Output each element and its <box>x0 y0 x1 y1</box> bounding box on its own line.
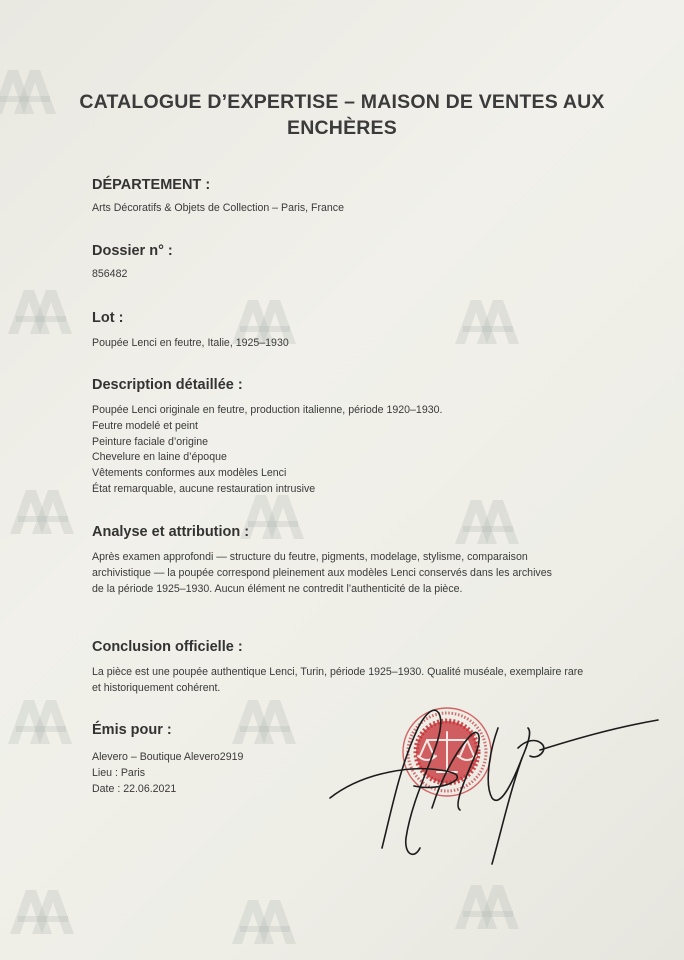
analysis-text: Après examen approfondi — structure du feutre, pigments, modelage, stylisme, comparaison archivistique — la poupée correspond pleinement aux modèles Lenci conservés dans les archives de la période 1925–1930. Aucun élément ne contredit l’authenticité de la pièce. <box>92 551 552 595</box>
issued-details <box>92 750 332 797</box>
description-line: État remarquable, aucune restauration intrusive <box>92 482 316 495</box>
aa-logo-watermark-icon <box>10 490 74 534</box>
dossier-section <box>92 242 562 283</box>
issued-recipient: Alevero – Boutique Alevero2919 <box>92 751 244 763</box>
aa-logo-watermark-icon <box>8 290 72 334</box>
conclusion-heading: Conclusion officielle : <box>92 639 243 655</box>
document-title: CATALOGUE D’EXPERTISE – MAISON DE VENTES AUX ENCHÈRES <box>79 91 605 139</box>
dossier-number: 856482 <box>92 268 128 280</box>
aa-logo-watermark-icon <box>232 900 296 944</box>
department-value: Arts Décoratifs & Objets de Collection – Paris, France <box>92 202 344 214</box>
lot-value: Poupée Lenci en feutre, Italie, 1925–1930 <box>92 337 289 349</box>
description-heading: Description détaillée : <box>92 377 243 393</box>
description-line: Feutre modelé et peint <box>92 419 198 432</box>
analysis-heading: Analyse et attribution : <box>92 524 250 540</box>
seal-and-signature <box>322 688 662 878</box>
department-heading: DÉPARTEMENT : <box>92 177 211 193</box>
analysis-section <box>92 523 554 597</box>
conclusion-text: La pièce est une poupée authentique Lenci, Turin, période 1925–1930. Qualité muséale, exemplaire rare et historiquement cohérent. <box>92 666 584 694</box>
aa-logo-watermark-icon <box>455 885 519 929</box>
scales-of-justice-seal-icon <box>403 708 491 796</box>
aa-logo-watermark-icon <box>8 700 72 744</box>
signature-icon <box>330 710 658 864</box>
issued-date: Date : 22.06.2021 <box>92 782 177 795</box>
description-line: Vêtements conformes aux modèles Lenci <box>92 467 287 480</box>
description-section <box>92 376 562 498</box>
lot-section <box>92 309 562 352</box>
description-line: Chevelure en laine d’époque <box>92 451 227 464</box>
description-line: Peinture faciale d’origine <box>92 435 209 448</box>
aa-logo-watermark-icon <box>10 890 74 934</box>
lot-heading: Lot : <box>92 310 124 326</box>
description-list <box>92 403 562 498</box>
description-line: Poupée Lenci originale en feutre, production italienne, période 1920–1930. <box>92 404 443 416</box>
issued-place: Lieu : Paris <box>92 766 145 779</box>
issued-section <box>92 721 332 797</box>
dossier-heading: Dossier n° : <box>92 243 173 259</box>
issued-heading: Émis pour : <box>92 722 172 738</box>
department-section <box>92 176 562 217</box>
aa-logo-watermark-icon <box>0 70 56 114</box>
